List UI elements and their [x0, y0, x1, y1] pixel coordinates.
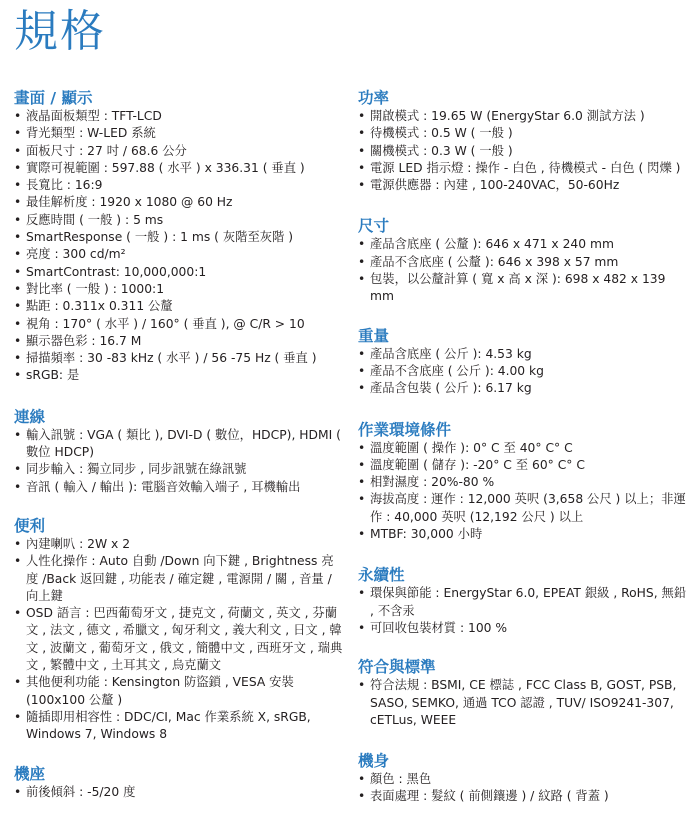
spec-list-weight: [358, 346, 688, 398]
spec-item: • 表面處理 : 髮紋 ( 前側鑲邊 ) / 紋路 ( 背蓋 ): [358, 788, 688, 805]
section-stand: [14, 764, 344, 801]
spec-item: • 待機模式 : 0.5 W ( 一般 ): [358, 125, 688, 142]
spec-item: • 前後傾斜 : -5/20 度: [14, 784, 344, 801]
spec-item: • 其他便利功能 : Kensington 防盜鎖 , VESA 安裝 (100x100 公釐 ): [14, 674, 344, 709]
section-power: [358, 88, 688, 194]
spec-item: • SmartContrast: 10,000,000:1: [14, 264, 344, 281]
spec-item: • 可回收包裝材質 : 100 %: [358, 620, 688, 637]
spec-list-sustainability: [358, 585, 688, 637]
spec-item: • OSD 語言 : 巴西葡萄牙文 , 捷克文 , 荷蘭文 , 英文 , 芬蘭文 , 法文 , 德文 , 希臘文 , 匈牙利文 , 義大利文 , 日文 , 韓文 , 波蘭文 , 葡萄牙文 , 俄文 , 簡體中文 , 西班牙文 , 瑞典文 , 繁體中文 , 土耳其文 , 烏克蘭文: [14, 605, 344, 674]
spec-item: • 電源 LED 指示燈 : 操作 - 白色 , 待機模式 - 白色 ( 閃爍 ): [358, 160, 688, 177]
spec-item: • 內建喇叭 : 2W x 2: [14, 536, 344, 553]
spec-item: • 音訊 ( 輸入 / 輸出 ): 電腦音效輸入端子 , 耳機輸出: [14, 479, 344, 496]
left-column: [14, 88, 344, 801]
spec-item: • sRGB: 是: [14, 367, 344, 384]
spec-item: • 同步輸入 : 獨立同步 , 同步訊號在綠訊號: [14, 461, 344, 478]
spec-item: • 長寬比 : 16:9: [14, 177, 344, 194]
spec-item: • 相對濕度 : 20%-80 %: [358, 474, 688, 491]
spec-item: • 掃描頻率 : 30 -83 kHz ( 水平 ) / 56 -75 Hz ( 垂直 ): [14, 350, 344, 367]
section-operating-conditions: [358, 420, 688, 544]
spec-item: • 溫度範圍 ( 儲存 ): -20° C 至 60° C° C: [358, 457, 688, 474]
spec-item: • 產品含包裝 ( 公斤 ): 6.17 kg: [358, 380, 688, 397]
section-heading-convenience: 便利: [14, 516, 46, 535]
spec-item: • 電源供應器 : 內建 , 100-240VAC，50-60Hz: [358, 177, 688, 194]
section-heading-dimensions: 尺寸: [358, 217, 390, 236]
spec-item: • 實際可視範圍 : 597.88 ( 水平 ) x 336.31 ( 垂直 ): [14, 160, 344, 177]
spec-item: • 產品不含底座 ( 公斤 ): 4.00 kg: [358, 363, 688, 380]
spec-item: • 包裝，以公釐計算 ( 寬 x 高 x 深 ): 698 x 482 x 139 mm: [358, 271, 688, 306]
spec-item: • 人性化操作 : Auto 自動 /Down 向下鍵 , Brightness 亮度 /Back 返回鍵 , 功能表 / 確定鍵 , 電源開 / 關 , 音量 / 向上鍵: [14, 553, 344, 605]
section-heading-connectivity: 連線: [14, 407, 46, 426]
section-heading-display: 畫面 / 顯示: [14, 89, 93, 107]
spec-item: • 溫度範圍 ( 操作 ): 0° C 至 40° C° C: [358, 440, 688, 457]
section-heading-power: 功率: [358, 89, 390, 107]
right-column: [358, 88, 688, 806]
spec-item: • MTBF: 30,000 小時: [358, 526, 688, 543]
section-heading-compliance: 符合與標準: [358, 658, 436, 677]
spec-list-connectivity: [14, 427, 344, 496]
section-heading-sustainability: 永續性: [358, 566, 405, 585]
spec-list-display: [14, 108, 344, 385]
spec-item: • 反應時間 ( 一般 ) : 5 ms: [14, 212, 344, 229]
spec-list-stand: [14, 784, 344, 801]
spec-list-dimensions: [358, 236, 688, 305]
spec-item: • 視角 : 170° ( 水平 ) / 160° ( 垂直 ), @ C/R > 10: [14, 316, 344, 333]
spec-item: • 對比率 ( 一般 ) : 1000:1: [14, 281, 344, 298]
spec-item: • 亮度 : 300 cd/m²: [14, 246, 344, 263]
page-title: 規格: [14, 6, 106, 57]
section-display: [14, 88, 344, 385]
spec-item: • 背光類型 : W-LED 系統: [14, 125, 344, 142]
spec-item: • 海拔高度 : 運作 : 12,000 英呎 (3,658 公尺 ) 以上；非運作 : 40,000 英呎 (12,192 公尺 ) 以上: [358, 491, 688, 526]
spec-item: • 點距 : 0.311x 0.311 公釐: [14, 298, 344, 315]
spec-item: • 符合法規 : BSMI, CE 標誌 , FCC Class B, GOST, PSB, SASO, SEMKO, 通過 TCO 認證 , TUV/ ISO9241-307, cETLus, WEEE: [358, 677, 688, 729]
spec-item: • 開啟模式 : 19.65 W (EnergyStar 6.0 測試方法 ): [358, 108, 688, 125]
spec-list-operating-conditions: [358, 440, 688, 544]
spec-item: • 關機模式 : 0.3 W ( 一般 ): [358, 143, 688, 160]
section-heading-stand: 機座: [14, 764, 46, 783]
spec-list-power: [358, 108, 688, 194]
spec-item: • 面板尺寸 : 27 吋 / 68.6 公分: [14, 143, 344, 160]
spec-item: • 產品含底座 ( 公釐 ): 646 x 471 x 240 mm: [358, 236, 688, 253]
section-connectivity: [14, 407, 344, 496]
spec-item: • 產品含底座 ( 公斤 ): 4.53 kg: [358, 346, 688, 363]
spec-item: • 顯示器色彩 : 16.7 M: [14, 333, 344, 350]
spec-item: • 輸入訊號 : VGA ( 類比 ), DVI-D ( 數位，HDCP), HDMI ( 數位 HDCP): [14, 427, 344, 462]
section-convenience: [14, 516, 344, 744]
spec-item: • 顏色 : 黑色: [358, 771, 688, 788]
spec-list-convenience: [14, 536, 344, 744]
spec-item: • 環保與節能 : EnergyStar 6.0, EPEAT 銀級 , RoHS, 無鉛 , 不含汞: [358, 585, 688, 620]
section-weight: [358, 326, 688, 398]
section-heading-operating-conditions: 作業環境條件: [358, 420, 452, 439]
section-dimensions: [358, 216, 688, 305]
section-sustainability: [358, 565, 688, 637]
spec-item: • 產品不含底座 ( 公釐 ): 646 x 398 x 57 mm: [358, 254, 688, 271]
spec-item: • 液晶面板類型 : TFT-LCD: [14, 108, 344, 125]
section-compliance: [358, 657, 688, 729]
spec-item: • 隨插即用相容性 : DDC/CI, Mac 作業系統 X, sRGB, Windows 7, Windows 8: [14, 709, 344, 744]
spec-list-cabinet: [358, 771, 688, 806]
section-heading-cabinet: 機身: [358, 752, 390, 771]
section-heading-weight: 重量: [358, 326, 390, 345]
section-cabinet: [358, 751, 688, 806]
spec-item: • 最佳解析度 : 1920 x 1080 @ 60 Hz: [14, 194, 344, 211]
spec-list-compliance: [358, 677, 688, 729]
spec-item: • SmartResponse ( 一般 ) : 1 ms ( 灰階至灰階 ): [14, 229, 344, 246]
